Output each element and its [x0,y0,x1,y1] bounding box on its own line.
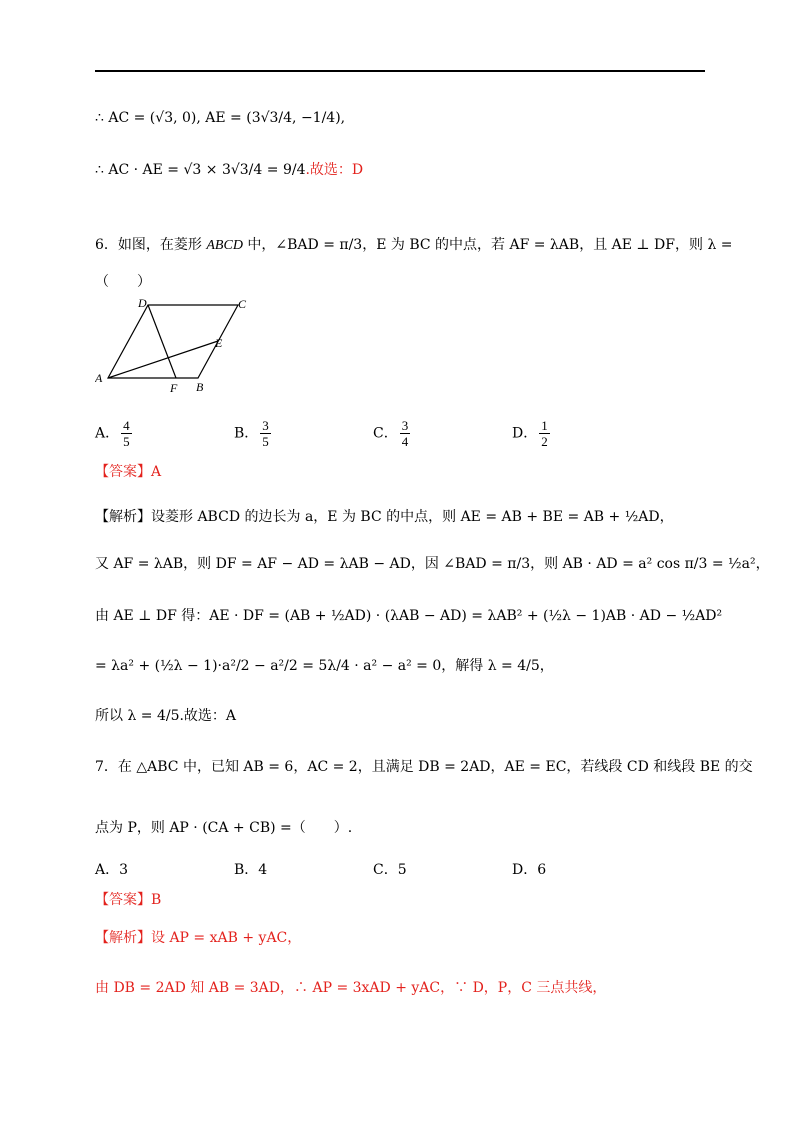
q6-solution-3: 由 AE ⊥ DF 得：AE · DF = (AB + ½AD) · (λAB − AD) = λAB² + (½λ − 1)AB · AD − ½AD² [95,608,723,624]
prev-line-2-conclusion: .故选：D [305,162,364,178]
prev-line-2 [95,160,363,180]
q6-option-c-letter: C． [373,425,398,442]
q6-option-b-num: 3 [262,418,269,433]
q6-option-c[interactable] [373,418,412,449]
q6-option-c-frac [400,418,411,449]
q6-option-d-den: 2 [541,434,548,449]
q6-answer: 【答案】A [95,464,162,480]
q7-stem-1: 7．在 △ABC 中，已知 AB = 6，AC = 2，且满足 DB = 2AD，AE = EC，若线段 CD 和线段 BE 的交 [95,759,753,775]
q6-option-c-num: 3 [401,418,409,433]
q6-solution-1: 【解析】设菱形 ABCD 的边长为 a，E 为 BC 的中点，则 AE = AB + BE = AB + ½AD， [95,509,674,525]
q6-option-b-frac [260,418,271,449]
q6-option-b[interactable] [234,418,273,449]
q7-solution-1: 【解析】设 AP = xAB + yAC， [95,930,302,946]
rhombus-figure [95,295,255,395]
q6-option-b-den: 5 [262,434,269,449]
header-rule [95,70,705,72]
q7-stem-2: 点为 P，则 AP · (CA + CB) =（ ）. [95,820,353,836]
q7-answer: 【答案】B [95,892,162,908]
prev-line-1: ∴ AC = (√3, 0), AE = (3√3/4, −1/4), [95,110,346,126]
q6-solution-2: 又 AF = λAB，则 DF = AF − AD = λAB − AD，因 ∠BAD = π/3，则 AB · AD = a² cos π/3 = ½a²， [95,556,770,572]
label-f: F [170,381,178,395]
q6-option-b-letter: B． [234,425,259,442]
q7-option-c-letter: C． [373,862,398,878]
q6-solution-4: = λa² + (½λ − 1)·a²/2 − a²/2 = 5λ/4 · a² − a² = 0，解得 λ = 4/5， [95,658,554,674]
q7-option-a[interactable] [95,860,128,880]
prev-line-2-math: ∴ AC · AE = √3 × 3√3/4 = 9/4 [95,162,306,178]
q7-option-d-value: 6 [537,862,547,878]
q6-option-a-letter: A． [95,425,120,442]
q6-option-d-letter: D． [512,425,538,442]
q6-option-d-num: 1 [541,418,548,433]
label-c: C [238,297,247,311]
label-d: D [138,296,147,310]
q6-stem-a: 6．如图，在菱形 [95,237,202,253]
label-a: A [95,371,103,385]
q6-option-a-num: 4 [123,418,130,433]
q7-option-d[interactable] [512,860,546,880]
q6-shape-name: ABCD [206,238,243,253]
q6-stem [95,235,733,256]
q6-option-d-frac [539,418,550,449]
q6-option-d[interactable] [512,418,552,449]
q6-option-a-frac [121,418,132,449]
q7-option-d-letter: D． [512,862,538,878]
q6-option-a-den: 5 [123,434,130,449]
q7-option-a-value: 3 [119,862,129,878]
q6-option-c-den: 4 [401,434,409,449]
q7-option-b[interactable] [234,860,267,880]
q6-stem-b: 中，∠BAD = π/3，E 为 BC 的中点，若 AF = λAB，且 AE ⊥ DF，则 λ = [247,237,733,253]
label-e: E [215,336,223,350]
q6-solution-5: 所以 λ = 4/5.故选：A [95,708,237,724]
q7-solution-2: 由 DB = 2AD 知 AB = 3AD，∴ AP = 3xAD + yAC，∵ D，P，C 三点共线， [95,980,607,996]
q7-option-b-value: 4 [258,862,268,878]
q6-paren: （ ） [95,274,151,290]
q7-option-c[interactable] [373,860,407,880]
q7-option-a-letter: A． [95,862,120,878]
q7-option-b-letter: B． [234,862,259,878]
q7-option-c-value: 5 [397,862,407,878]
label-b: B [196,380,204,394]
segment-df [148,305,176,378]
q6-option-a[interactable] [95,418,134,449]
